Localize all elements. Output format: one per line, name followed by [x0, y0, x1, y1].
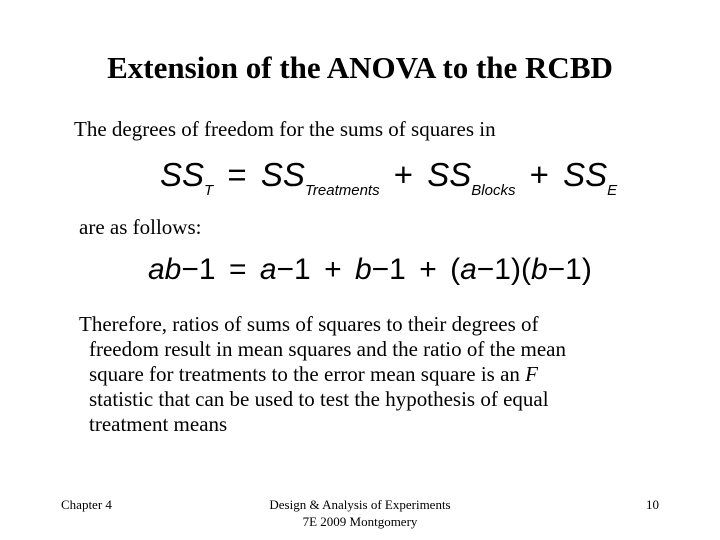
as-follows-text: are as follows:	[79, 215, 202, 239]
eq-b: b	[354, 253, 372, 286]
ss-blocks: SS	[427, 156, 472, 193]
eq-minus-one: −1	[547, 253, 582, 286]
slide-title: Extension of the ANOVA to the RCBD	[107, 50, 613, 85]
ss-error: SS	[563, 156, 608, 193]
eq-minus-one: −1	[181, 253, 216, 286]
paragraph-line: statistic that can be used to test the hypothesis of equal	[89, 387, 549, 411]
paren-open: (	[450, 253, 461, 286]
equals-sign: =	[228, 253, 247, 286]
f-variable: F	[525, 362, 538, 386]
eq-a: a	[460, 253, 477, 286]
footer-book-line: Design & Analysis of Experiments	[269, 497, 451, 512]
paragraph-line: treatment means	[89, 412, 228, 436]
plus-sign: +	[419, 253, 437, 286]
footer-book-title	[210, 496, 510, 530]
paren-close-open: )(	[510, 253, 531, 286]
footer-chapter: Chapter 4	[61, 497, 112, 512]
eq-ab: ab	[148, 253, 182, 286]
intro-text: The degrees of freedom for the sums of squares in	[74, 117, 496, 141]
paren-close: )	[581, 253, 592, 286]
ss-total-sub: T	[204, 182, 214, 199]
paragraph-text: square for treatments to the error mean square is an	[89, 362, 526, 386]
plus-sign: +	[324, 253, 342, 286]
paragraph-line	[79, 362, 639, 387]
plus-sign: +	[529, 156, 549, 193]
page-number: 10	[646, 497, 659, 512]
equals-sign: =	[227, 156, 247, 193]
degrees-of-freedom-equation	[148, 255, 592, 285]
ss-total: SS	[160, 156, 205, 193]
explanation-paragraph	[79, 312, 639, 437]
paragraph-line: freedom result in mean squares and the ratio of the mean	[89, 337, 566, 361]
sum-of-squares-equation	[160, 158, 617, 198]
ss-blocks-sub: Blocks	[471, 182, 516, 199]
ss-treatments: SS	[260, 156, 305, 193]
plus-sign: +	[393, 156, 414, 193]
eq-minus-one: −1	[371, 253, 406, 286]
ss-error-sub: E	[607, 182, 618, 199]
paragraph-line: Therefore, ratios of sums of squares to their degrees of	[79, 312, 539, 336]
ss-treatments-sub: Treatments	[304, 182, 380, 199]
eq-b: b	[530, 253, 548, 286]
footer-book-line: 7E 2009 Montgomery	[302, 514, 418, 529]
eq-minus-one: −1	[276, 253, 311, 286]
eq-minus-one: −1	[476, 253, 511, 286]
eq-a: a	[259, 253, 277, 286]
